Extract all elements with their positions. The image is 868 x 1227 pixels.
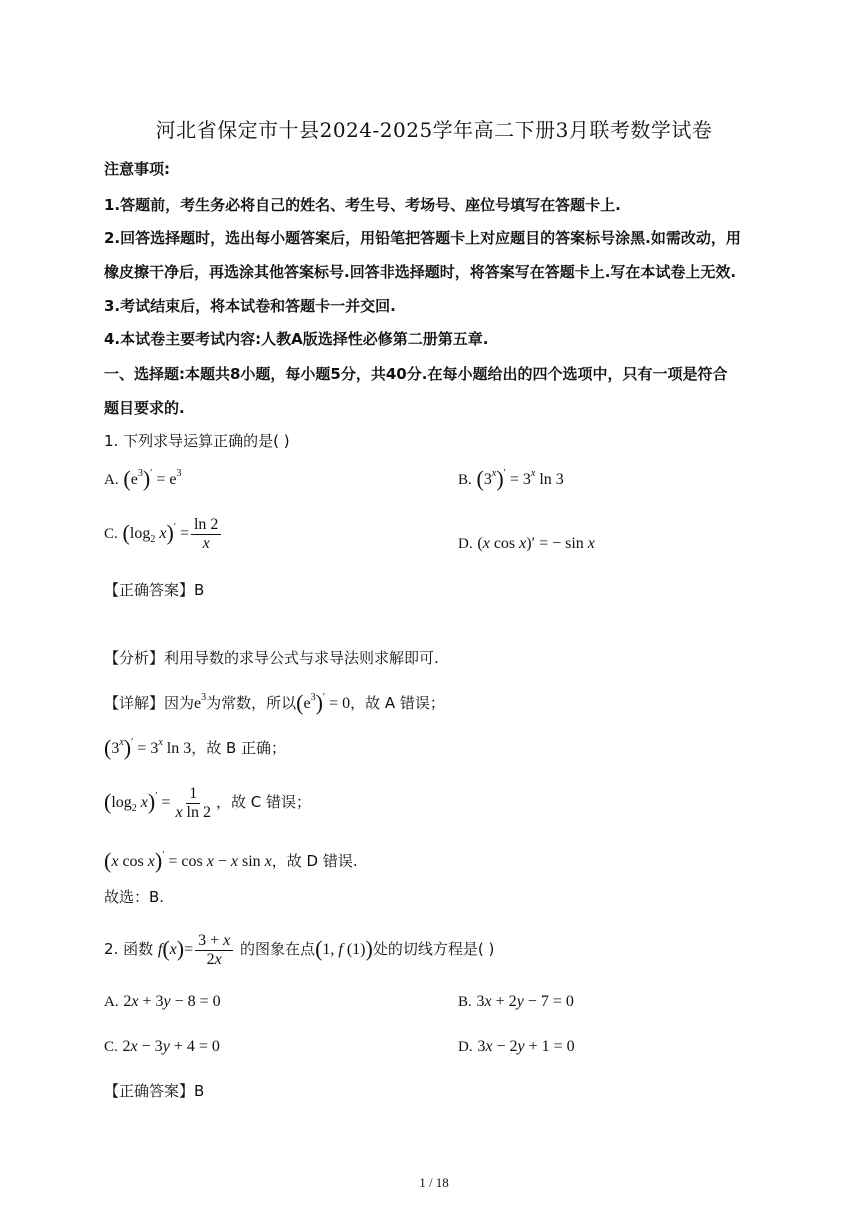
- q1-detail-d-formula: (x cos x)′ = cos x − x sin x: [104, 848, 272, 873]
- q1-option-a-label: A.: [104, 472, 119, 488]
- q1-option-b-label: B.: [458, 472, 472, 488]
- q1-detail-line4: [104, 848, 358, 874]
- q1-choose: 故选：B.: [104, 888, 165, 906]
- q1-detail-prefix: 【详解】因为: [104, 694, 195, 712]
- note-4: 4.本试卷主要考试内容:人教A版选择性必修第二册第五章.: [104, 330, 489, 348]
- q2-option-c-label: C.: [104, 1039, 118, 1055]
- q1-option-c: [104, 516, 223, 553]
- q2-option-c-formula: 2x − 3y + 4 = 0: [122, 1038, 220, 1055]
- q1-detail-d: ，故 D 错误.: [271, 852, 358, 870]
- q1-detail-b: ，故 B 正确；: [191, 739, 287, 757]
- q1-option-d-label: D.: [458, 536, 473, 552]
- note-1: 1.答题前，考生务必将自己的姓名、考生号、考场号、座位号填写在答题卡上.: [104, 196, 621, 214]
- q2-option-b-formula: 3x + 2y − 7 = 0: [476, 993, 574, 1010]
- q1-detail-a-formula: $(e^3)' = 0$: [296, 690, 351, 715]
- q1-option-c-label: C.: [104, 526, 118, 543]
- q2-option-c: [104, 1037, 220, 1056]
- q1-detail-c: ，故 C 错误；: [216, 793, 312, 812]
- q1-detail-line1: [104, 690, 445, 716]
- q1-option-b-formula: $(3^x)' = 3^x$ ln 3: [476, 466, 564, 491]
- section-heading-line2: 题目要求的.: [104, 399, 185, 417]
- q2-point-formula: (1, f (1)): [315, 936, 373, 962]
- q2-function-formula: f(x)= $\frac{3 + x}{2x}$: [158, 941, 235, 958]
- q1-detail-const: 为常数，所以: [206, 694, 297, 712]
- q1-option-d: [458, 534, 595, 553]
- q2-option-d-formula: 3x − 2y + 1 = 0: [477, 1038, 575, 1055]
- q2-option-a-formula: 2x + 3y − 8 = 0: [123, 993, 221, 1010]
- q2-option-b: [458, 992, 574, 1011]
- section-heading-line1: 一、选择题:本题共8小题，每小题5分，共40分.在每小题给出的四个选项中，只有一项是符合: [104, 365, 728, 383]
- q2-stem: [104, 932, 494, 969]
- q2-option-d-label: D.: [458, 1039, 473, 1055]
- note-3: 3.考试结束后，将本试卷和答题卡一并交回.: [104, 297, 396, 315]
- exam-title: 河北省保定市十县2024-2025学年高二下册3月联考数学试卷: [155, 118, 713, 142]
- q2-stem-mid: 的图象在点: [240, 940, 316, 959]
- q1-detail-e3: $e^3$: [194, 692, 207, 712]
- q1-answer: 【正确答案】B: [104, 581, 205, 599]
- q1-detail-b-formula: $(3^x)' = 3^x$ ln 3: [104, 735, 192, 760]
- q1-analysis: 【分析】利用导数的求导公式与求导法则求解即可.: [104, 649, 439, 667]
- q2-answer: 【正确答案】B: [104, 1082, 205, 1100]
- q2-stem-suffix: 处的切线方程是( ): [372, 940, 495, 959]
- q2-option-d: [458, 1037, 575, 1056]
- q2-option-a: [104, 992, 221, 1011]
- q1-option-d-formula: (x cos x)′ = − sin x: [477, 535, 595, 552]
- q1-option-a-formula: $(e^3)' = e^3$: [123, 466, 182, 491]
- page-number: 1 / 18: [419, 1175, 449, 1190]
- note-2b: 橡皮擦干净后，再选涂其他答案标号.回答非选择题时，将答案写在答题卡上.写在本试卷上无效.: [104, 263, 737, 281]
- q1-stem: 1. 下列求导运算正确的是( ): [104, 432, 290, 450]
- note-2a: 2.回答选择题时，选出每小题答案后，用铅笔把答题卡上对应题目的答案标号涂黑.如需改动，用: [104, 229, 741, 247]
- q2-stem-prefix: 2. 函数: [104, 940, 154, 959]
- q1-detail-a: ，故 A 错误；: [350, 694, 445, 712]
- q1-detail-line2: [104, 735, 286, 761]
- notes-heading: 注意事项:: [104, 160, 170, 178]
- q1-detail-line3: [104, 785, 311, 822]
- q1-detail-c-formula: ($\log_2$ x)′ = $\frac{1}{\text{x ln 2}}$: [104, 785, 211, 821]
- q2-option-b-label: B.: [458, 994, 472, 1010]
- q1-option-a: [104, 466, 181, 492]
- q2-option-a-label: A.: [104, 994, 119, 1010]
- q1-option-c-formula: ($\log_2$ x)′ = $\frac{\ln 2}{x}$: [123, 525, 224, 542]
- q1-option-b: [458, 466, 564, 492]
